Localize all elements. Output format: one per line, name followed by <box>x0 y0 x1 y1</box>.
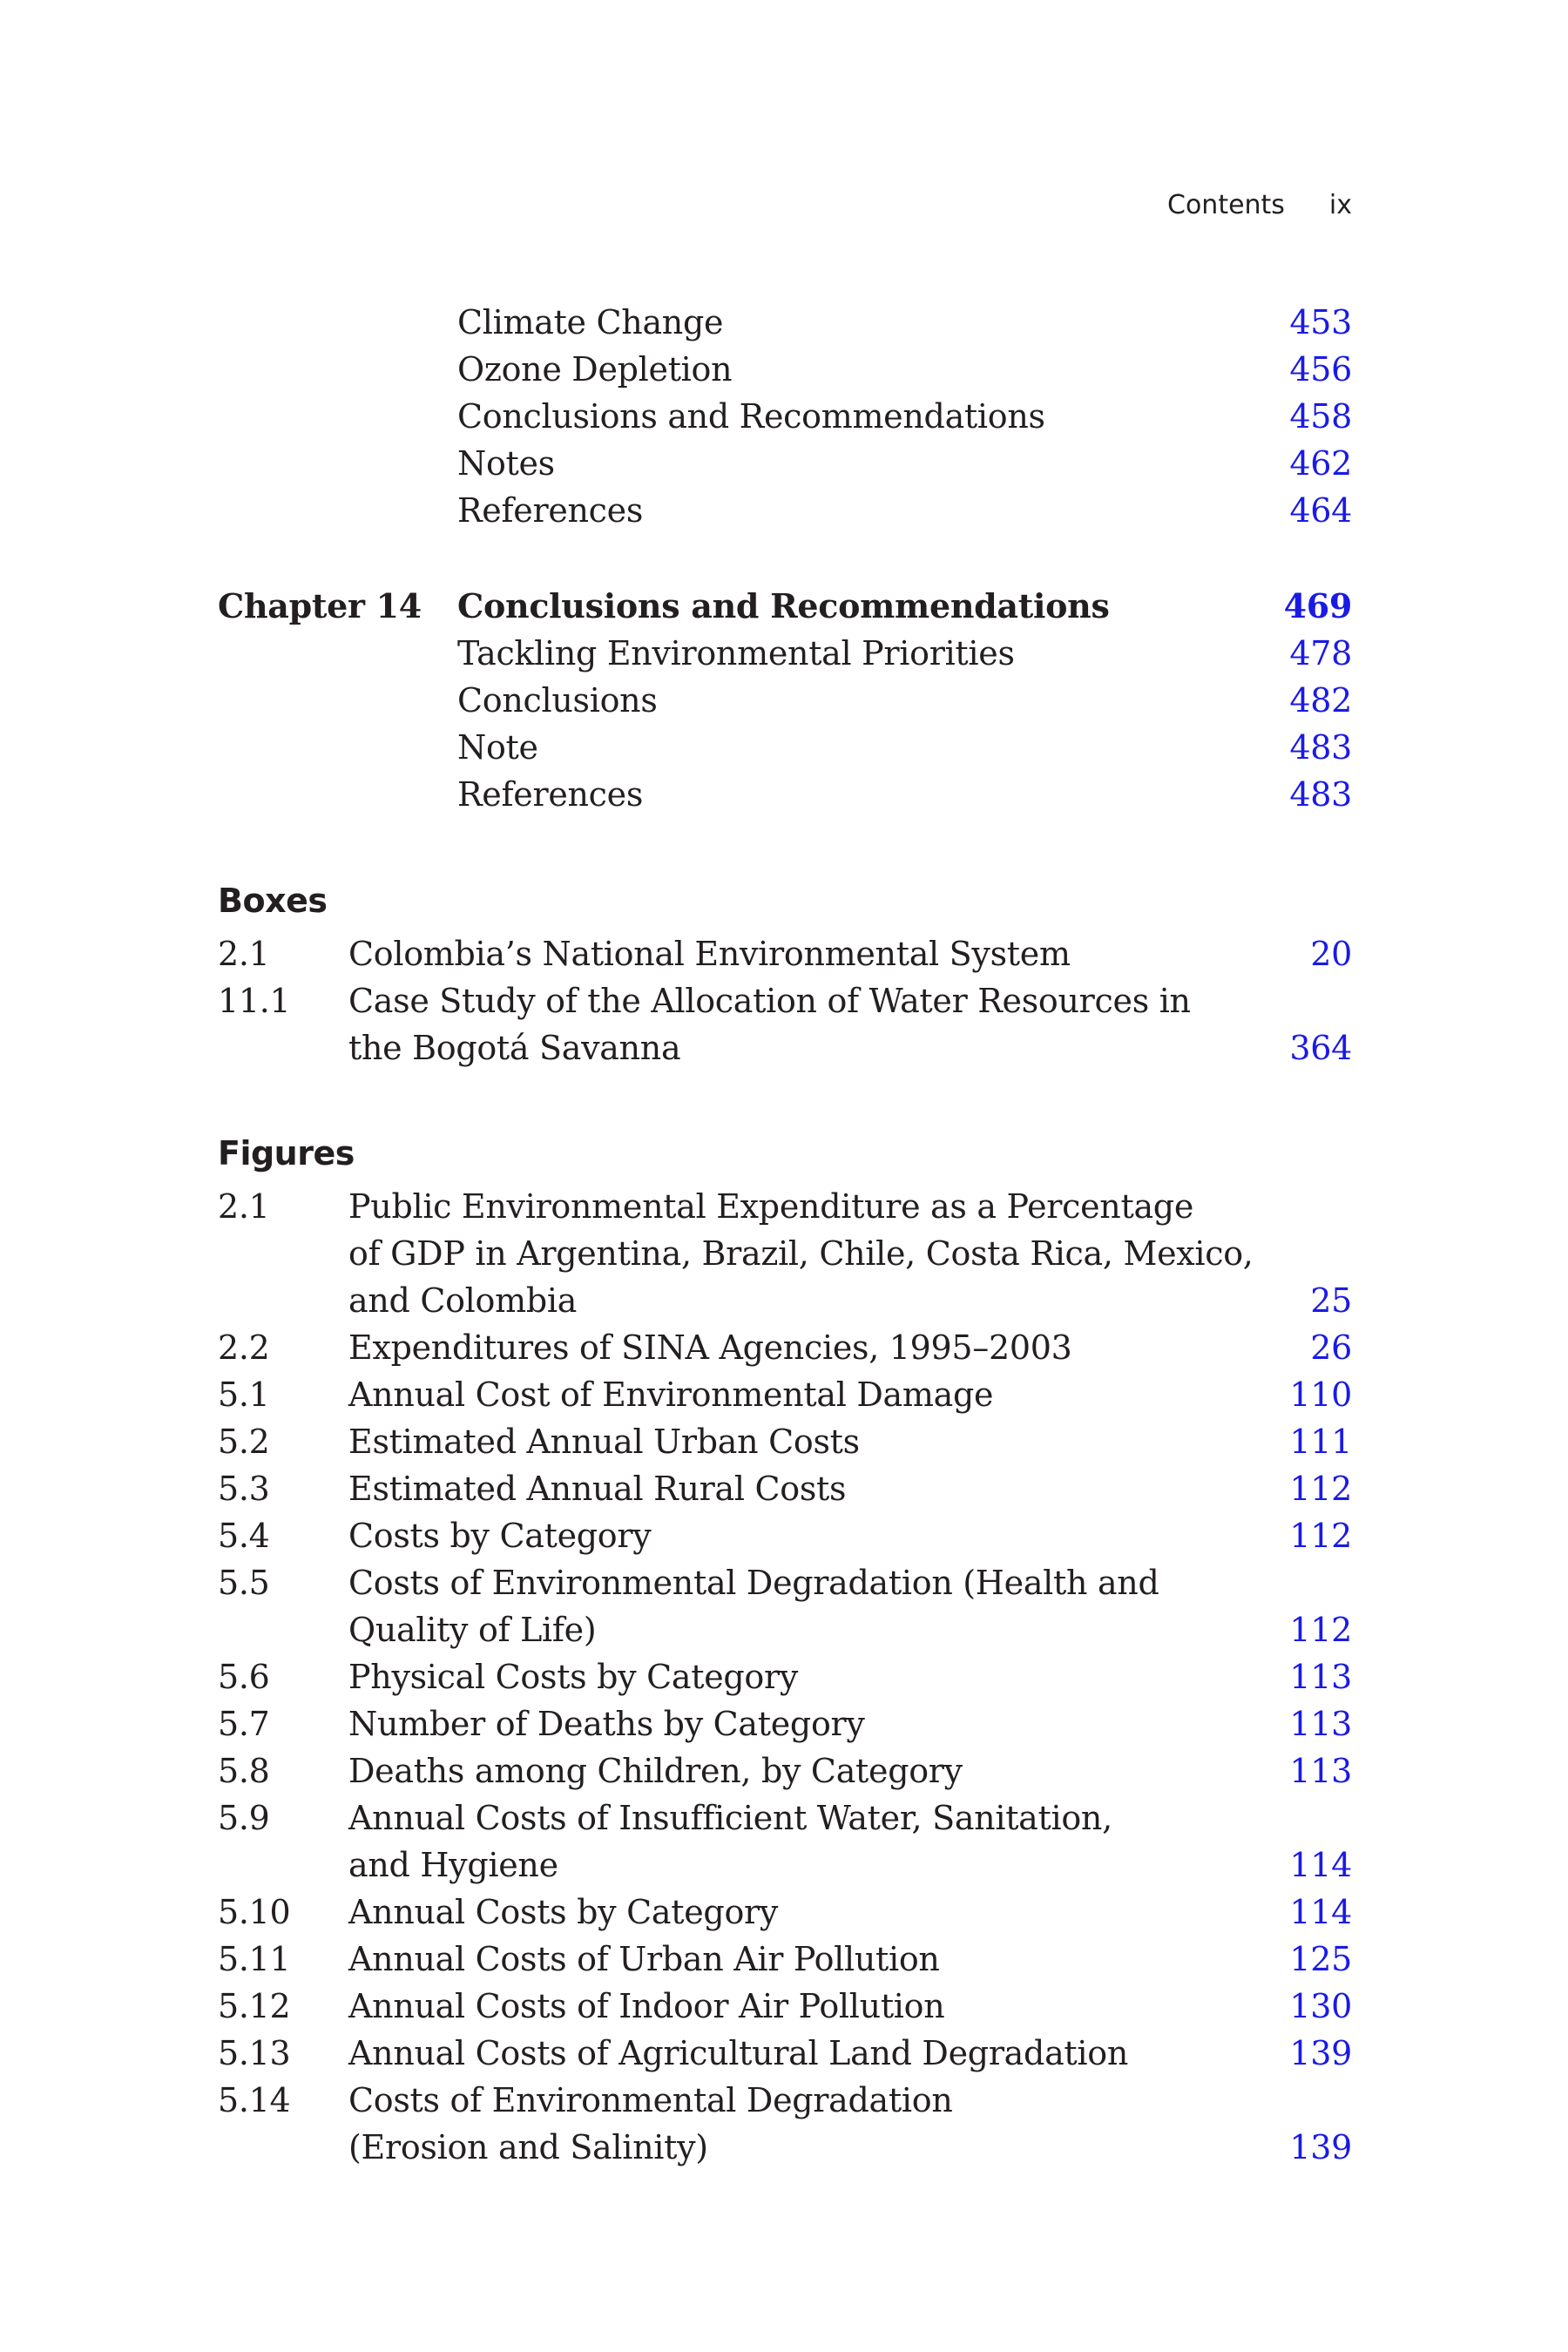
figure-title-line: Quality of Life) <box>348 1611 597 1649</box>
figure-page-link[interactable]: 113 <box>1289 1752 1352 1790</box>
figures-list <box>218 1183 1352 2171</box>
toc-entry-page-link[interactable]: 456 <box>1289 350 1352 389</box>
figure-entry-line[interactable] <box>218 2124 1352 2171</box>
figure-title-line: Estimated Annual Urban Costs <box>348 1423 860 1461</box>
figure-page-link[interactable]: 139 <box>1289 2128 1352 2166</box>
figure-page-link[interactable]: 113 <box>1289 1658 1352 1696</box>
figure-number: 2.1 <box>218 1187 270 1226</box>
chapter-label: Chapter 14 <box>218 586 422 625</box>
box-entry-line[interactable] <box>218 1024 1352 1071</box>
figure-entry-line[interactable] <box>218 1794 1352 1842</box>
chapter-title: Conclusions and Recommendations <box>457 586 1110 625</box>
toc-entry-page-link[interactable]: 462 <box>1289 444 1352 483</box>
figure-title-line: Annual Costs of Insufficient Water, Sanitation, <box>348 1799 1112 1837</box>
toc-entry-title: References <box>457 775 644 814</box>
figure-title-line: Public Environmental Expenditure as a Percentage <box>348 1187 1194 1226</box>
figure-entry-line[interactable] <box>218 2077 1352 2124</box>
toc-entry[interactable] <box>218 724 1352 771</box>
continued-chapter-entries <box>218 299 1352 534</box>
figure-number: 5.12 <box>218 1987 291 2025</box>
toc-entry-title: Note <box>457 728 538 767</box>
figure-page-link[interactable]: 26 <box>1310 1328 1352 1367</box>
figure-title-line: Costs of Environmental Degradation (Health and <box>348 1564 1159 1602</box>
figure-title-line: Annual Costs of Indoor Air Pollution <box>348 1987 945 2025</box>
figure-entry-line[interactable] <box>218 1700 1352 1747</box>
figure-entry-line[interactable] <box>218 1324 1352 1371</box>
toc-entry-title: Conclusions <box>457 681 658 720</box>
box-page-link[interactable]: 20 <box>1310 935 1352 973</box>
figure-page-link[interactable]: 25 <box>1310 1281 1352 1320</box>
figure-entry-line[interactable] <box>218 1465 1352 1512</box>
figure-number: 5.11 <box>218 1940 291 1978</box>
figure-number: 5.14 <box>218 2081 291 2119</box>
figure-entry-line[interactable] <box>218 1230 1352 1277</box>
figure-title-line: and Hygiene <box>348 1846 558 1884</box>
figure-page-link[interactable]: 139 <box>1289 2034 1352 2072</box>
figure-number: 5.7 <box>218 1705 270 1743</box>
figure-entry-line[interactable] <box>218 1418 1352 1465</box>
toc-entry-page-link[interactable]: 458 <box>1289 397 1352 436</box>
figure-number: 5.2 <box>218 1423 270 1461</box>
figure-page-link[interactable]: 113 <box>1289 1705 1352 1743</box>
figure-number: 5.8 <box>218 1752 270 1790</box>
toc-entry-title: Ozone Depletion <box>457 350 733 389</box>
running-head <box>1167 190 1352 220</box>
chapter-14-entries <box>218 630 1352 818</box>
box-title-line: Case Study of the Allocation of Water Resources in <box>348 982 1191 1020</box>
toc-entry-title: References <box>457 491 644 530</box>
figure-title-line: Physical Costs by Category <box>348 1658 799 1696</box>
figure-title-line: Costs by Category <box>348 1517 652 1555</box>
toc-entry[interactable] <box>218 771 1352 818</box>
figure-entry-line[interactable] <box>218 1983 1352 2030</box>
figure-entry-line[interactable] <box>218 1277 1352 1324</box>
figure-title-line: Number of Deaths by Category <box>348 1705 865 1743</box>
toc-entry[interactable] <box>218 299 1352 346</box>
figure-entry-line[interactable] <box>218 1559 1352 1606</box>
figure-number: 5.9 <box>218 1799 270 1837</box>
figure-number: 5.3 <box>218 1470 270 1508</box>
box-entry-line[interactable] <box>218 930 1352 977</box>
figures-heading: Figures <box>218 1134 355 1173</box>
figure-entry-line[interactable] <box>218 1371 1352 1418</box>
toc-entry-title: Tackling Environmental Priorities <box>457 634 1015 672</box>
figure-page-link[interactable]: 112 <box>1289 1517 1352 1555</box>
figure-entry-line[interactable] <box>218 1606 1352 1653</box>
figure-entry-line[interactable] <box>218 1512 1352 1559</box>
chapter-14-section <box>218 583 1352 818</box>
figure-page-link[interactable]: 112 <box>1289 1611 1352 1649</box>
figure-title-line: Estimated Annual Rural Costs <box>348 1470 847 1508</box>
figure-number: 5.5 <box>218 1564 270 1602</box>
toc-entry-page-link[interactable]: 453 <box>1289 303 1352 341</box>
figure-title-line: of GDP in Argentina, Brazil, Chile, Costa Rica, Mexico, <box>348 1234 1254 1273</box>
figure-title-line: Annual Cost of Environmental Damage <box>348 1375 994 1414</box>
figure-page-link[interactable]: 110 <box>1289 1375 1352 1414</box>
toc-entry[interactable] <box>218 487 1352 534</box>
figure-entry-line[interactable] <box>218 1889 1352 1936</box>
box-entry-line[interactable] <box>218 977 1352 1024</box>
figure-page-link[interactable]: 114 <box>1289 1893 1352 1931</box>
toc-entry-page-link[interactable]: 482 <box>1289 681 1352 720</box>
figure-entry-line[interactable] <box>218 1653 1352 1700</box>
boxes-heading: Boxes <box>218 882 328 920</box>
figure-title-line: and Colombia <box>348 1281 578 1320</box>
figure-number: 5.13 <box>218 2034 291 2072</box>
box-page-link[interactable]: 364 <box>1289 1029 1352 1067</box>
toc-entry-page-link[interactable]: 464 <box>1289 491 1352 530</box>
figure-title-line: Annual Costs of Urban Air Pollution <box>348 1940 940 1978</box>
toc-entry-title: Notes <box>457 444 555 483</box>
running-head-label: Contents <box>1167 190 1285 220</box>
chapter-page-link[interactable]: 469 <box>1283 586 1352 625</box>
figure-title-line: Expenditures of SINA Agencies, 1995–2003 <box>348 1328 1072 1367</box>
box-title-line: the Bogotá Savanna <box>348 1029 681 1067</box>
figure-number: 2.2 <box>218 1328 270 1367</box>
chapter-14-heading-row[interactable] <box>218 583 1352 630</box>
toc-entry[interactable] <box>218 440 1352 487</box>
running-head-page-number: ix <box>1328 190 1352 220</box>
figure-title-line: (Erosion and Salinity) <box>348 2128 708 2166</box>
figure-title-line: Annual Costs of Agricultural Land Degradation <box>348 2034 1128 2072</box>
figure-number: 5.6 <box>218 1658 270 1696</box>
figure-entry-line[interactable] <box>218 1747 1352 1794</box>
figure-page-link[interactable]: 114 <box>1289 1846 1352 1884</box>
figure-title-line: Annual Costs by Category <box>348 1893 779 1931</box>
toc-entry-title: Conclusions and Recommendations <box>457 397 1045 436</box>
figure-page-link[interactable]: 125 <box>1289 1940 1352 1978</box>
box-number: 2.1 <box>218 935 270 973</box>
toc-entry-page-link[interactable]: 483 <box>1289 728 1352 767</box>
figure-number: 5.4 <box>218 1517 270 1555</box>
figure-title-line: Deaths among Children, by Category <box>348 1752 963 1790</box>
toc-entry-page-link[interactable]: 478 <box>1289 634 1352 672</box>
figure-title-line: Costs of Environmental Degradation <box>348 2081 953 2119</box>
toc-entry[interactable] <box>218 677 1352 724</box>
box-number: 11.1 <box>218 982 291 1020</box>
boxes-list <box>218 930 1352 1071</box>
figure-number: 5.10 <box>218 1893 291 1931</box>
figure-number: 5.1 <box>218 1375 270 1414</box>
figure-entry-line[interactable] <box>218 2030 1352 2077</box>
figure-entry-line[interactable] <box>218 1183 1352 1230</box>
figure-page-link[interactable]: 130 <box>1289 1987 1352 2025</box>
toc-entry[interactable] <box>218 346 1352 393</box>
figure-entry-line[interactable] <box>218 1936 1352 1983</box>
toc-entry-title: Climate Change <box>457 303 724 341</box>
figure-entry-line[interactable] <box>218 1842 1352 1889</box>
figure-page-link[interactable]: 111 <box>1289 1423 1352 1461</box>
figure-page-link[interactable]: 112 <box>1289 1470 1352 1508</box>
toc-entry[interactable] <box>218 393 1352 440</box>
toc-entry-page-link[interactable]: 483 <box>1289 775 1352 814</box>
box-title-line: Colombia’s National Environmental System <box>348 935 1071 973</box>
toc-entry[interactable] <box>218 630 1352 677</box>
